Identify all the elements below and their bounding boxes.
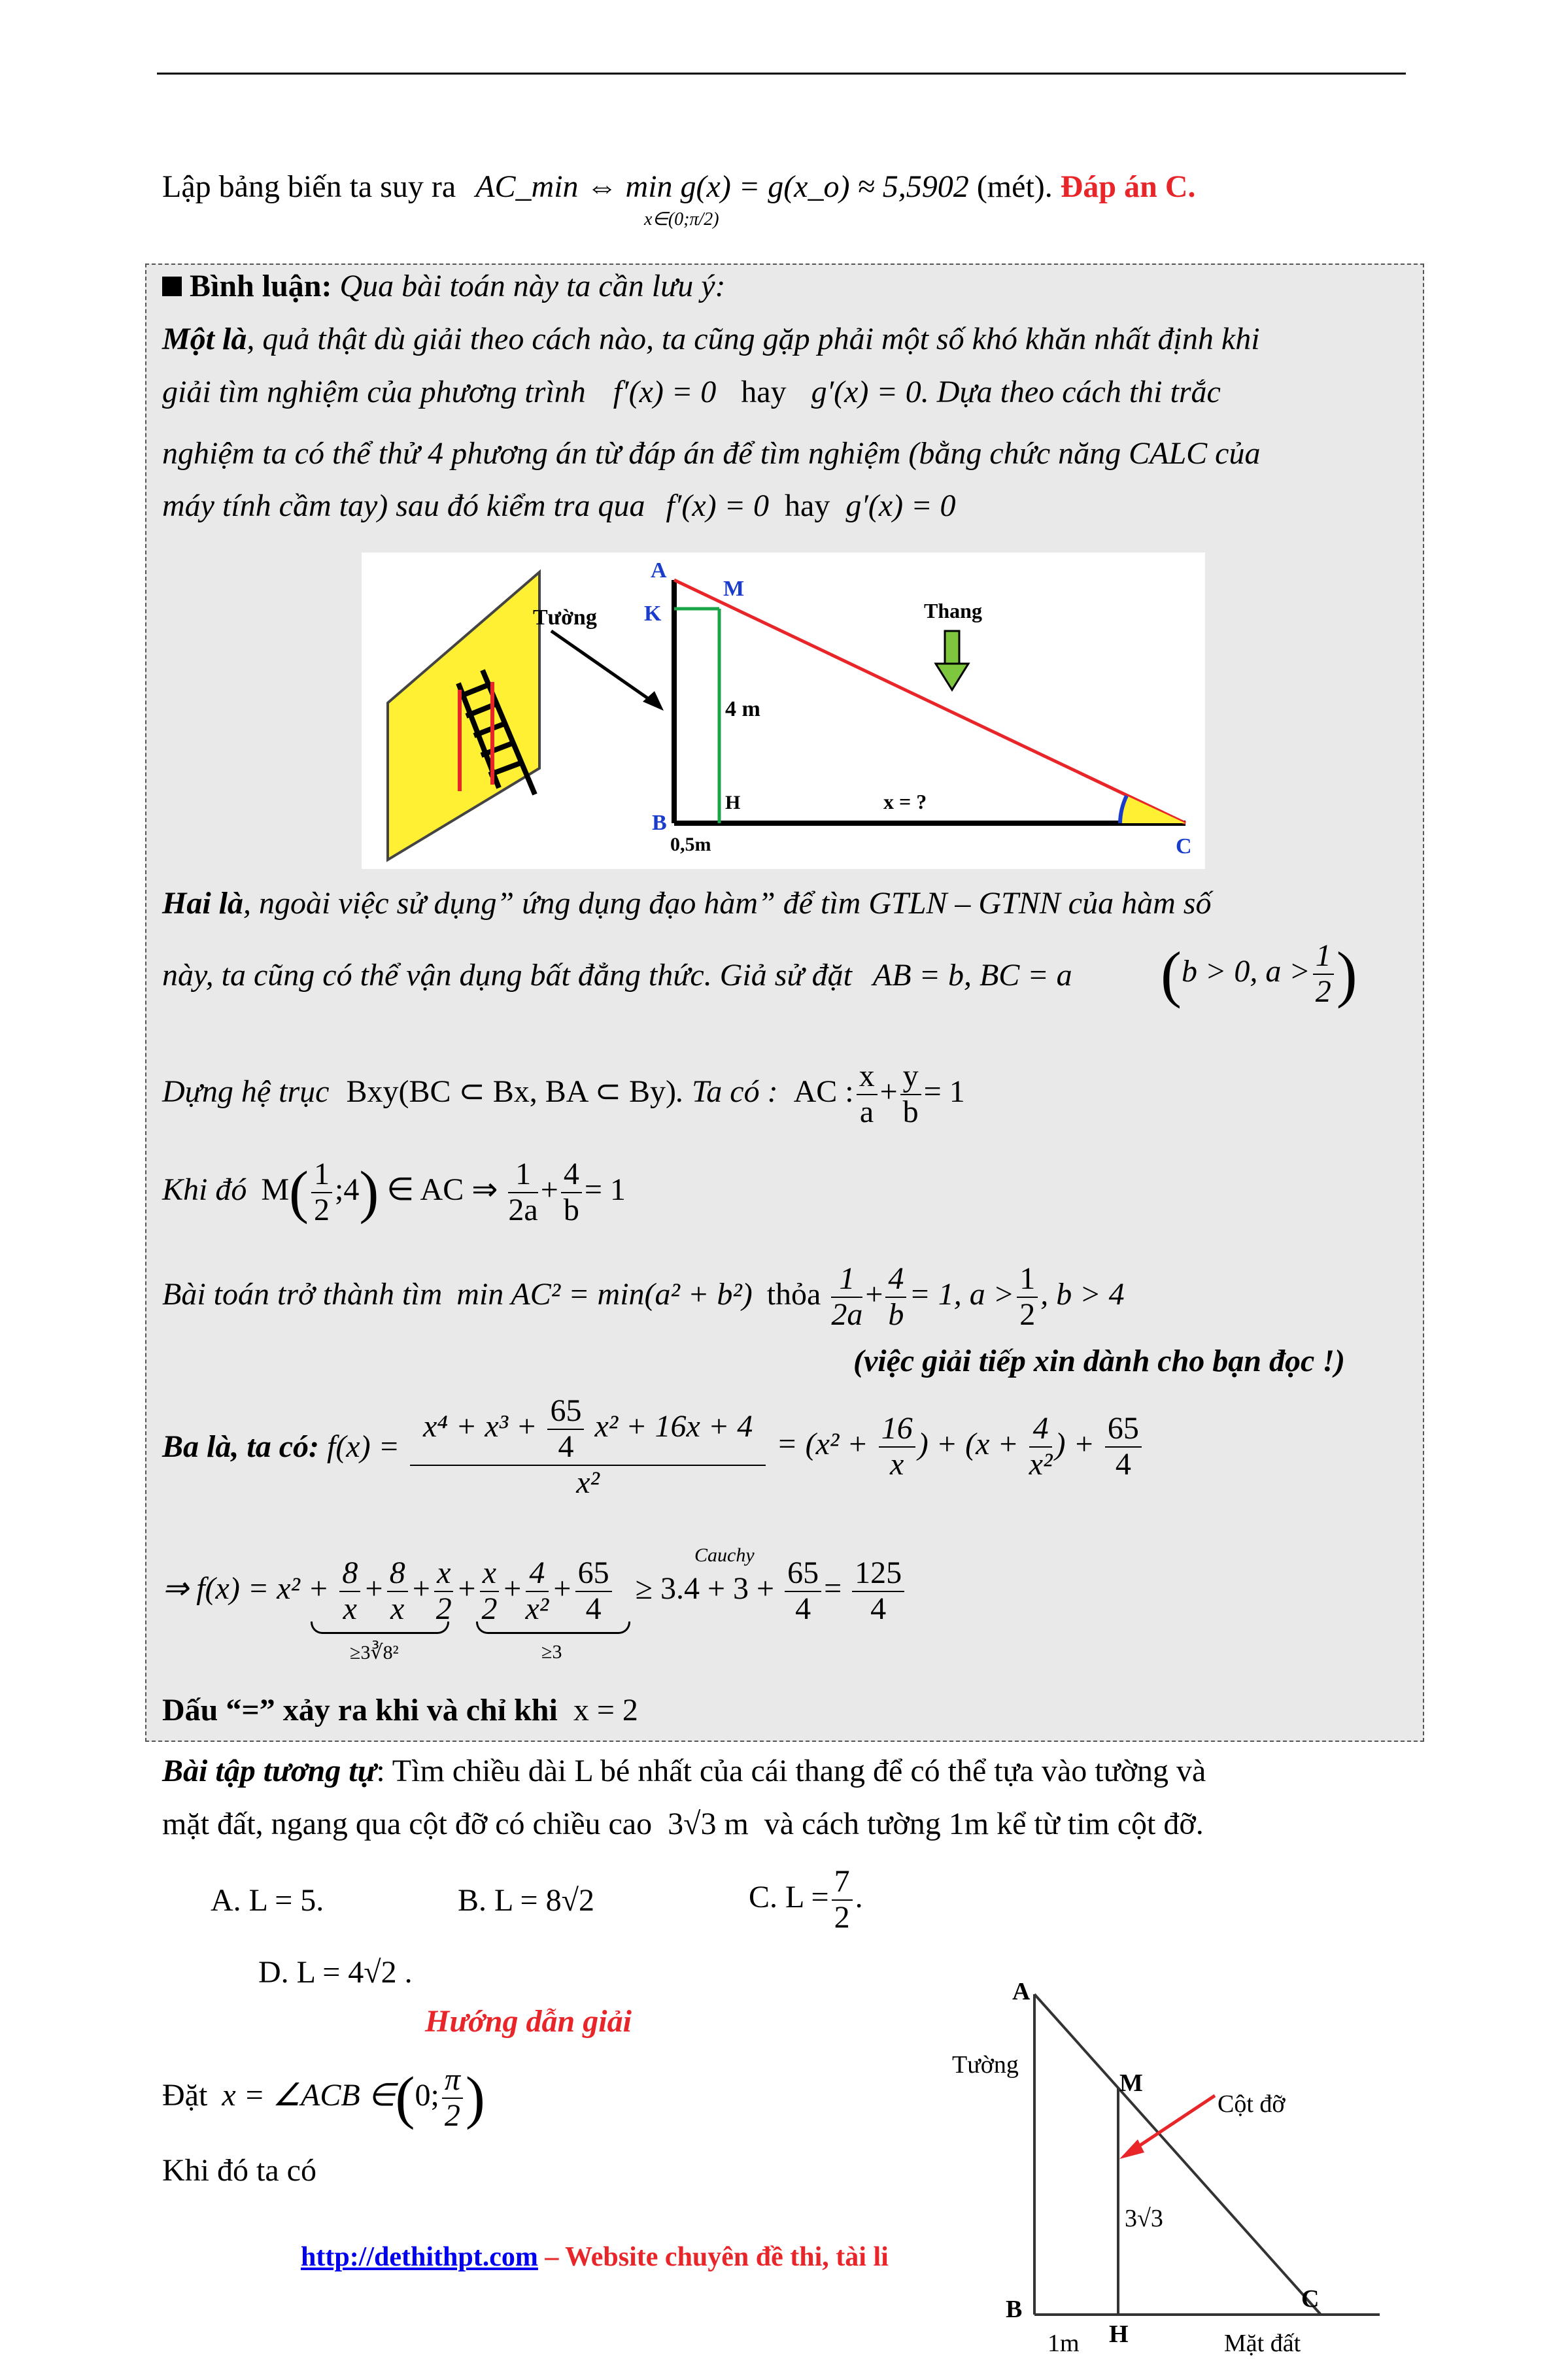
- equality-line: [162, 1690, 638, 1731]
- frac-half-1: $\frac{1}{2}$: [1313, 939, 1334, 1010]
- heading-rest: Qua bài toán này ta cần lưu ý:: [339, 269, 726, 303]
- p2-cond-text: b > 0, a >: [1181, 953, 1310, 989]
- reader-note-text: (việc giải tiếp xin dành cho bạn đọc !): [853, 1344, 1345, 1378]
- axis-rest: . Ta có :: [675, 1074, 778, 1109]
- p1-line4-text: máy tính cầm tay) sau đó kiểm tra qua: [162, 488, 645, 523]
- under-label-2: ≥3: [541, 1641, 562, 1663]
- p2-line2: [162, 955, 1072, 996]
- label-x: x = ?: [883, 790, 927, 813]
- option-b: B. L = 8√2: [458, 1883, 594, 1918]
- axis-math: Bxy(BC ⊂ Bx, BA ⊂ By): [346, 1074, 676, 1109]
- eq-g-prime: g′(x) = 0: [811, 375, 921, 409]
- in-ac: ∈ AC ⇒: [386, 1172, 498, 1207]
- underbrace-1: [311, 1622, 449, 1634]
- fig2-support-label: Cột đỡ: [1218, 2090, 1286, 2118]
- reader-note: [853, 1340, 1345, 1382]
- commentary-heading: [162, 265, 726, 307]
- khi-do-ta-co: Khi đó ta có: [162, 2153, 316, 2188]
- square-bullet-icon: [162, 277, 182, 296]
- fig2-wall-label: Tường: [952, 2051, 1019, 2079]
- equality-text: Dấu “=” xảy ra khi và chỉ khi: [162, 1693, 558, 1727]
- khi-do-text: Khi đó: [162, 1172, 247, 1207]
- label-c: C: [1176, 834, 1192, 858]
- fig2-base: 1m: [1048, 2330, 1080, 2357]
- eq-g-prime-2: g′(x) = 0: [845, 488, 956, 523]
- fig2-ladder: [1034, 1994, 1321, 2315]
- frac-x-a: $\frac{x}{a}$: [857, 1059, 878, 1130]
- p1-line1: [162, 318, 1260, 360]
- option-c: C. L = $\frac{7}{2}$ .: [749, 1864, 863, 1935]
- ac-label: AC :: [793, 1074, 854, 1109]
- p3-lead: Ba là, ta có:: [162, 1429, 319, 1465]
- label-height: 4 m: [725, 697, 760, 721]
- p2-condition: (b > 0, a > $\frac{1}{2}$ ): [1161, 938, 1357, 1009]
- hay-2: hay: [785, 488, 830, 523]
- heading-label: Bình luận:: [190, 269, 332, 303]
- p1-line2-text: giải tìm nghiệm của phương trình: [162, 375, 586, 409]
- label-b: B: [652, 811, 667, 835]
- p1-line4: [162, 485, 956, 527]
- exercise-line1-text: : Tìm chiều dài L bé nhất của cái thang để có thể tựa vào tường và: [376, 1754, 1206, 1788]
- p2-line1-text: , ngoài việc sử dụng” ứng dụng đạo hàm” để tìm GTLN – GTNN của hàm số: [243, 886, 1212, 921]
- dat-line: Đặt x = ∠ACB ∈(0; $\frac{\pi}{2}$ ): [162, 2062, 485, 2133]
- fig2-a: A: [1012, 1978, 1031, 2005]
- p1-line3-text: nghiệm ta có thể thử 4 phương án từ đáp án để tìm nghiệm (bằng chức năng CALC của: [162, 436, 1261, 471]
- p1-line3: [162, 433, 1260, 475]
- option-c-label: C. L =: [749, 1879, 829, 1914]
- fig2-h: H: [1109, 2320, 1129, 2348]
- option-d: D. L = 4√2 .: [258, 1955, 413, 1990]
- under-label-1: ≥3∛8²: [350, 1642, 399, 1663]
- eq-f-prime-2: f′(x) = 0: [666, 488, 770, 523]
- footer-link[interactable]: http://dethithpt.com: [301, 2242, 538, 2272]
- p2-lead: Hai là: [162, 886, 244, 921]
- exercise-title: Bài tập tương tự: [162, 1754, 377, 1788]
- label-ladder: Thang: [924, 599, 982, 622]
- eq-f-prime: f′(x) = 0: [613, 375, 717, 409]
- label-base: 0,5m: [670, 834, 711, 855]
- p3-line: Ba là, ta có: f(x) = x⁴ + x³ + $\frac{65}{4}$ x² + 16x + 4 x² = (x² + $\frac{16}{x}$ ) + (x + $\frac{4}{\text{x²}}$ ) + $\frac{65}{4}$: [162, 1394, 1144, 1518]
- big-fraction: x⁴ + x³ + $\frac{65}{4}$ x² + 16x + 4 x²: [410, 1394, 766, 1500]
- cauchy-line: ⇒ f(x) = x² + $\frac{8}{x}$ + $\frac{8}{x}$ + $\frac{x}{2}$ + $\frac{x}{2}$ + $\frac{4}{\text{x²}}$ + $\frac{65}{4}$ ≥ 3.4 + 3 + $\frac{65}{4}$ = $\frac{125}{4}$: [162, 1556, 907, 1627]
- exercise-line2-rest: và cách tường 1m kể từ tim cột đỡ.: [764, 1807, 1204, 1841]
- p1-line2: [162, 371, 1221, 413]
- thoa: thỏa: [766, 1276, 821, 1312]
- guide-heading: Hướng dẫn giải: [425, 2004, 632, 2039]
- m-point: M: [261, 1172, 290, 1207]
- option-a: A. L = 5.: [211, 1883, 324, 1918]
- dat-math: x = ∠ACB ∈: [222, 2077, 396, 2113]
- problem-text: Bài toán trở thành tìm: [162, 1276, 443, 1312]
- problem-line: Bài toán trở thành tìm min AC² = min(a² + b²) thỏa $\frac{1}{2a}$ + $\frac{4}{b}$ = 1, a > $\frac{1}{2}$ , b > 4: [162, 1261, 1125, 1332]
- p1-lead: Một là: [162, 322, 247, 356]
- fig2-arrow-head: [1119, 2139, 1144, 2159]
- p2-line2-text: này, ta cũng có thể vận dụng bất đẳng thức. Giả sử đặt: [162, 958, 852, 993]
- exercise-line1: [162, 1750, 1206, 1792]
- p1-line1-text: , quả thật dù giải theo cách nào, ta cũng gặp phải một số khó khăn nhất định khi: [247, 322, 1260, 356]
- frac-y-b: $\frac{y}{b}$: [900, 1059, 921, 1130]
- intro-math: AC_min ⇔ min g(x) = g(x_o) ≈ 5,5902: [475, 169, 969, 204]
- p2-line1: [162, 883, 1211, 925]
- underbrace-2: [476, 1622, 630, 1634]
- support-figure: [942, 1935, 1399, 2363]
- intro-subscript: x∈(0;π/2): [644, 209, 719, 230]
- exercise-line2: [162, 1803, 1204, 1845]
- fig2-c: C: [1301, 2285, 1320, 2313]
- intro-unit: (mét).: [976, 169, 1053, 204]
- hay-1: hay: [741, 375, 787, 409]
- dat-text: Đặt: [162, 2077, 208, 2113]
- axis-line: Dựng hệ trục Bxy(BC ⊂ Bx, BA ⊂ By). Ta có : AC : $\frac{x}{a}$ + $\frac{y}{b}$ = 1: [162, 1059, 965, 1129]
- cauchy-label: Cauchy: [694, 1544, 755, 1566]
- p2-math: AB = b, BC = a: [872, 958, 1072, 993]
- label-wall: Tường: [533, 605, 597, 630]
- header-rule: [157, 73, 1406, 75]
- footer-text: – Website chuyên đề thi, tài li: [537, 2242, 889, 2272]
- intro-line: [162, 166, 1195, 208]
- height-value: 3√3 m: [668, 1807, 749, 1841]
- label-h: H: [725, 792, 741, 813]
- fig2-arrow: [1131, 2096, 1215, 2151]
- fig2-m: M: [1119, 2069, 1143, 2097]
- ladder-figure: [362, 552, 1205, 869]
- khi-do-line: Khi đó M( $\frac{1}{2}$ ;4) ∈ AC ⇒ $\frac{1}{2a}$ + $\frac{4}{b}$ = 1: [162, 1157, 626, 1227]
- answer-label: Đáp án C.: [1060, 169, 1196, 204]
- intro-text: Lập bảng biến ta suy ra: [162, 169, 456, 204]
- fig2-height: 3√3: [1125, 2205, 1163, 2232]
- problem-math: min AC² = min(a² + b²): [456, 1276, 753, 1312]
- footer: [301, 2239, 889, 2275]
- equality-math: x = 2: [573, 1693, 638, 1727]
- fig2-b: B: [1006, 2296, 1023, 2323]
- exercise-line2-text: mặt đất, ngang qua cột đỡ có chiều cao: [162, 1807, 653, 1841]
- label-a: A: [651, 558, 667, 583]
- p1-line2-rest: . Dựa theo cách thi trắc: [921, 375, 1221, 409]
- axis-text: Dựng hệ trục: [162, 1074, 330, 1109]
- fig2-ground-label: Mặt đất: [1224, 2330, 1301, 2357]
- label-k: K: [644, 602, 662, 626]
- label-m: M: [723, 577, 745, 601]
